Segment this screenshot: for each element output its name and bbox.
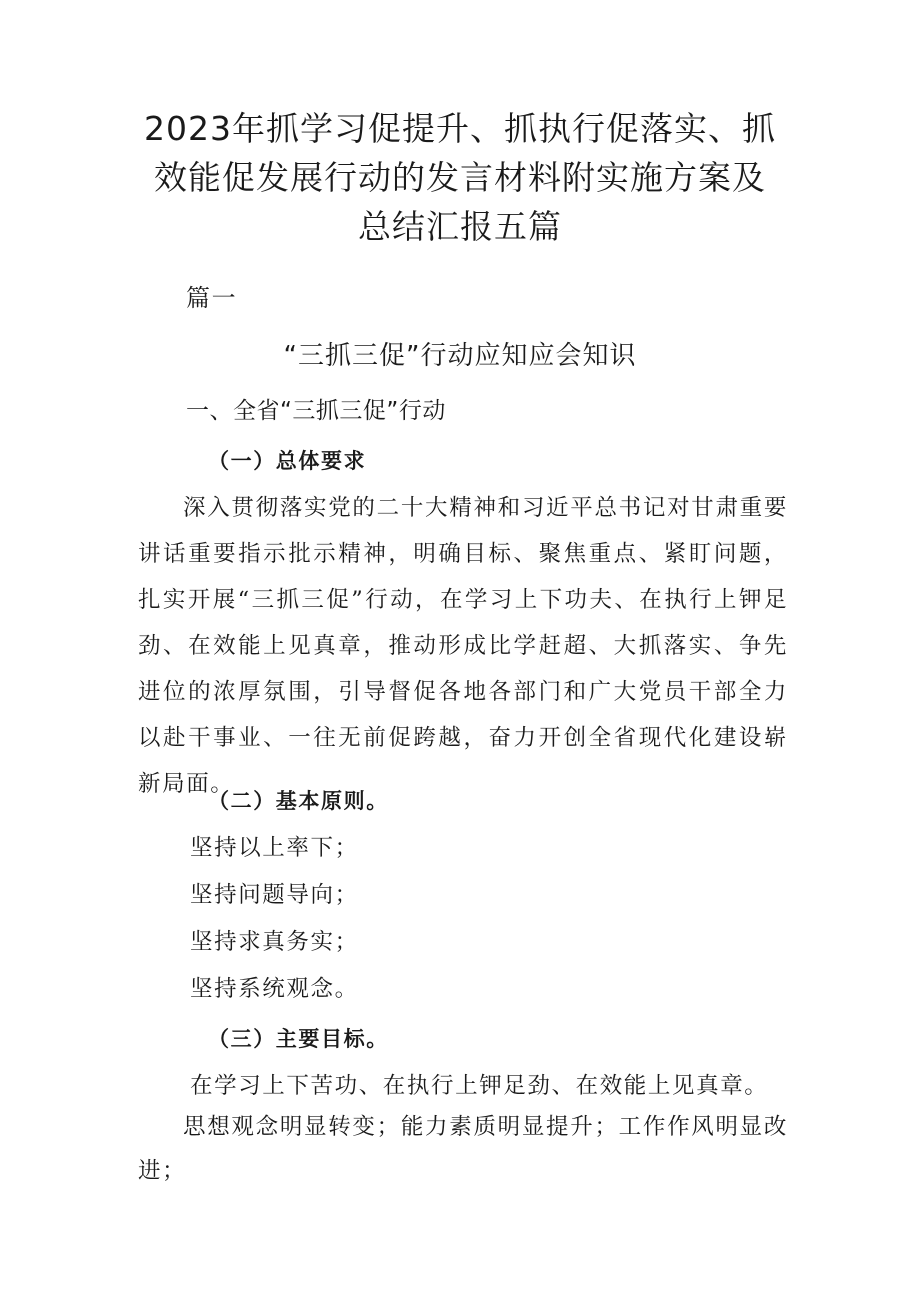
section-title: “三抓三促”行动应知应会知识 [283, 341, 637, 371]
goal-line-2: 思想观念明显转变；能力素质明显提升；工作作风明显改进； [138, 1114, 788, 1184]
principle-item: 坚持求真务实； [190, 929, 359, 955]
principle-item: 坚持问题导向； [190, 882, 359, 908]
document-title [120, 104, 800, 251]
subsection-heading-3: （三）主要目标。 [208, 1027, 389, 1051]
title-line-3: 总结汇报五篇 [358, 207, 562, 246]
title-line-1: 2023年抓学习促提升、抓执行促落实、抓 [144, 109, 776, 148]
goal-line-1: 在学习上下苦功、在执行上钾足劲、在效能上见真章。 [190, 1073, 769, 1099]
principle-item: 坚持系统观念。 [190, 976, 359, 1002]
subsection-heading-1: （一）总体要求 [208, 449, 367, 473]
section-heading-1: 一、全省“三抓三促”行动 [186, 398, 446, 424]
subsection-heading-2: （二）基本原则。 [208, 789, 389, 813]
principle-item: 坚持以上率下； [190, 835, 359, 861]
requirements-paragraph: 深入贯彻落实党的二十大精神和习近平总书记对甘肃重要讲话重要指示批示精神，明确目标、聚焦重点、紧盯问题，扎实开展“三抓三促”行动，在学习上下功夫、在执行上钾足劲、在效能上见真章，推动形成比学赶超、大抓落实、争先进位的浓厚氛围，引导督促各地各部门和广大党员干部全力以赴干事业、一往无前促跨越，奋力开创全省现代化建设崭新局面。 [138, 495, 788, 797]
title-line-2: 效能促发展行动的发言材料附实施方案及 [154, 158, 766, 197]
chapter-label: 篇一 [186, 284, 238, 312]
